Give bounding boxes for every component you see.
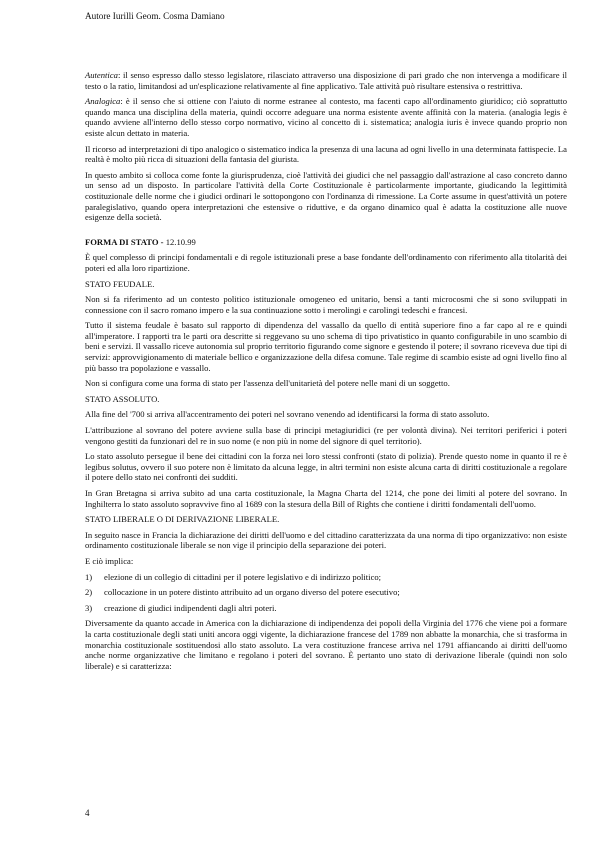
section-title <box>85 237 567 248</box>
term-autentica: Autentica <box>85 70 118 80</box>
list-item-text: creazione di giudici indipendenti dagli altri poteri. <box>104 602 277 613</box>
page-body <box>85 70 567 676</box>
page-number: 4 <box>85 808 90 818</box>
paragraph: Non si configura come una forma di stato per l'assenza dell'unitarietà del potere nelle mani di un soggetto. <box>85 378 450 389</box>
list-item <box>85 572 567 583</box>
subheading-stato-feudale: STATO FEUDALE. <box>85 278 155 289</box>
list-item <box>85 603 567 614</box>
paragraph: Il ricorso ad interpretazioni di tipo analogico o sistematico indica la presenza di una lacuna ad ogni livello in una determinata fattispecie. La realtà è molto più ricca di situazioni della fantasia del giurista. <box>85 143 567 165</box>
paragraph: È quel complesso di principi fondamentali e di regole istituzionali prese a base fondante dell'ordinamento con riferimento alla titolarità dei poteri ed alla loro ripartizione. <box>85 252 567 273</box>
section-date: 12.10.99 <box>165 236 196 247</box>
list-item-number: 1) <box>85 571 93 582</box>
paragraph-text: : il senso espresso dallo stesso legislatore, rilasciato attraverso una disposizione di pari grado che non intervenga a modificare il testo o la ratio, limitandosi ad un'esplicazione relativamente al fine applicativo. Tale attività può risultare estensiva o restrittiva. <box>85 70 567 91</box>
list-item-number: 3) <box>85 602 93 613</box>
list-item-number: 2) <box>85 587 93 598</box>
term-analogica: Analogica <box>85 96 121 107</box>
paragraph: In questo ambito si colloca come fonte la giurisprudenza, cioè l'attività dei giudici che nel passaggio dall'astrazione al caso concreto danno un senso ad un disposto. In particolare l'attività della Corte Costituzionale è particolarmente importante, giudicando la legittimità costituzionale delle norme che i giudici ordinari le sottopongono con l'ordinanza di rimessione. La Corte assume in quest'attività un potere paralegislativo, quando opera interpretazioni che estensive o riduttive, e da organo dinamico qual è adatta la costituzione alle nuove esigenze della società. <box>85 169 567 223</box>
paragraph: Alla fine del '700 si arriva all'accentramento dei poteri nel sovrano venendo ad identificarsi la forma di stato assoluto. <box>85 409 490 420</box>
paragraph: L'attribuzione al sovrano del potere avviene sulla base di principi metagiuridici (re per volontà divina). Nei territori periferici i poteri vengono gestiti da funzionari del re in suo nome (e non più in nome del signore di quel territorio). <box>85 425 567 446</box>
paragraph: Tutto il sistema feudale è basato sul rapporto di dipendenza del vassallo da quello di entità superiore fino a far capo al re e quindi all'imperatore. I rapporti tra le parti ora descritte si reggevano su uno schema di tipo privatistico in quanto configurabile in uno scambio di beni e servizi. Il vassallo riceve autonomia sul proprio territorio figurando come signore e gestendo il potere; il sovrano riceveva due tipi di servizi: approvvigionamento di materiale bellico e organizzazione della difesa comune. Tale regime di scambio esiste ad ogni livello fino al più basso tra popolazione e vassallo. <box>85 320 567 373</box>
subheading-stato-assoluto: STATO ASSOLUTO. <box>85 393 160 404</box>
paragraph: E ciò implica: <box>85 555 134 566</box>
paragraph-autentica <box>85 70 567 91</box>
paragraph: In seguito nasce in Francia la dichiarazione dei diritti dell'uomo e del cittadino caratterizzata da una norma di tipo organizzativo: non esiste ordinamento costituzionale liberale se non vige il principio della separazione dei poteri. <box>85 529 567 551</box>
paragraph: In Gran Bretagna si arriva subito ad una carta costituzionale, la Magna Charta del 1214, che pone dei limiti al potere del sovrano. In Inghilterra lo stato assoluto sopravvive fino al 1689 con la stesura della Bill of Rights che contiene i diritti fondamentali dell'uomo. <box>85 488 567 509</box>
list-item <box>85 587 567 598</box>
list-item-text: elezione di un collegio di cittadini per il potere legislativo e di indirizzo politico; <box>104 571 382 582</box>
paragraph: Non si fa riferimento ad un contesto politico istituzionale omogeneo ed unitario, bensì a tanti microcosmi che si sono sviluppati in connessione con il sacro romano impero e la sua continuazione sotto i merolingi e carolingi tedeschi e francesi. <box>85 294 567 315</box>
running-header: Autore Iurilli Geom. Cosma Damiano <box>85 11 225 21</box>
section-title-text: FORMA DI STATO - <box>85 236 166 247</box>
paragraph-text: : è il senso che si ottiene con l'aiuto di norme estranee al contesto, ma facenti capo all'ordinamento giuridico; ciò soprattutto quando manca una disciplina della materia, quindi occorre adeguare una norma esistente avente affinità con la materia. (analogia legis è quando avviene all'interno dello stesso corpo normativo, vicino al concetto di i. sistematica; analogia iuris è invece quando proprio non esiste alcun dettato in materia. <box>85 96 567 138</box>
list-item-text: collocazione in un potere distinto attribuito ad un organo diverso del potere esecutivo; <box>104 587 400 598</box>
paragraph: Lo stato assoluto persegue il bene dei cittadini con la forza nei loro stessi confronti (stato di polizia). Prende questo nome in quanto il re è legibus solutus, ovvero il suo potere non è limitato da alcuna legge, in altri termini non esiste alcuna carta di diritti costituzionale a regolare il potere dello stato nei confronti dei sudditi. <box>85 451 567 483</box>
paragraph-analogica <box>85 96 567 138</box>
subheading-stato-liberale: STATO LIBERALE O DI DERIVAZIONE LIBERALE. <box>85 514 280 525</box>
paragraph: Diversamente da quanto accade in America con la dichiarazione di indipendenza dei popoli della Virginia del 1776 che viene poi a formare la carta costituzionale degli stati uniti ancora oggi vigente, la dichiarazione francese del 1789 non abbatte la monarchia, che si trasforma in monarchia costituzionale sostituendosi allo stato assoluto. La vera costituzione francese arriva nel 1791 affiancando ai diritti dell'uomo anche norme organizzative che limitano e regolano i poteri del sovrano. È pertanto uno stato di derivazione liberale (quindi non solo liberale) e si caratterizza: <box>85 618 567 671</box>
numbered-list <box>85 572 567 614</box>
